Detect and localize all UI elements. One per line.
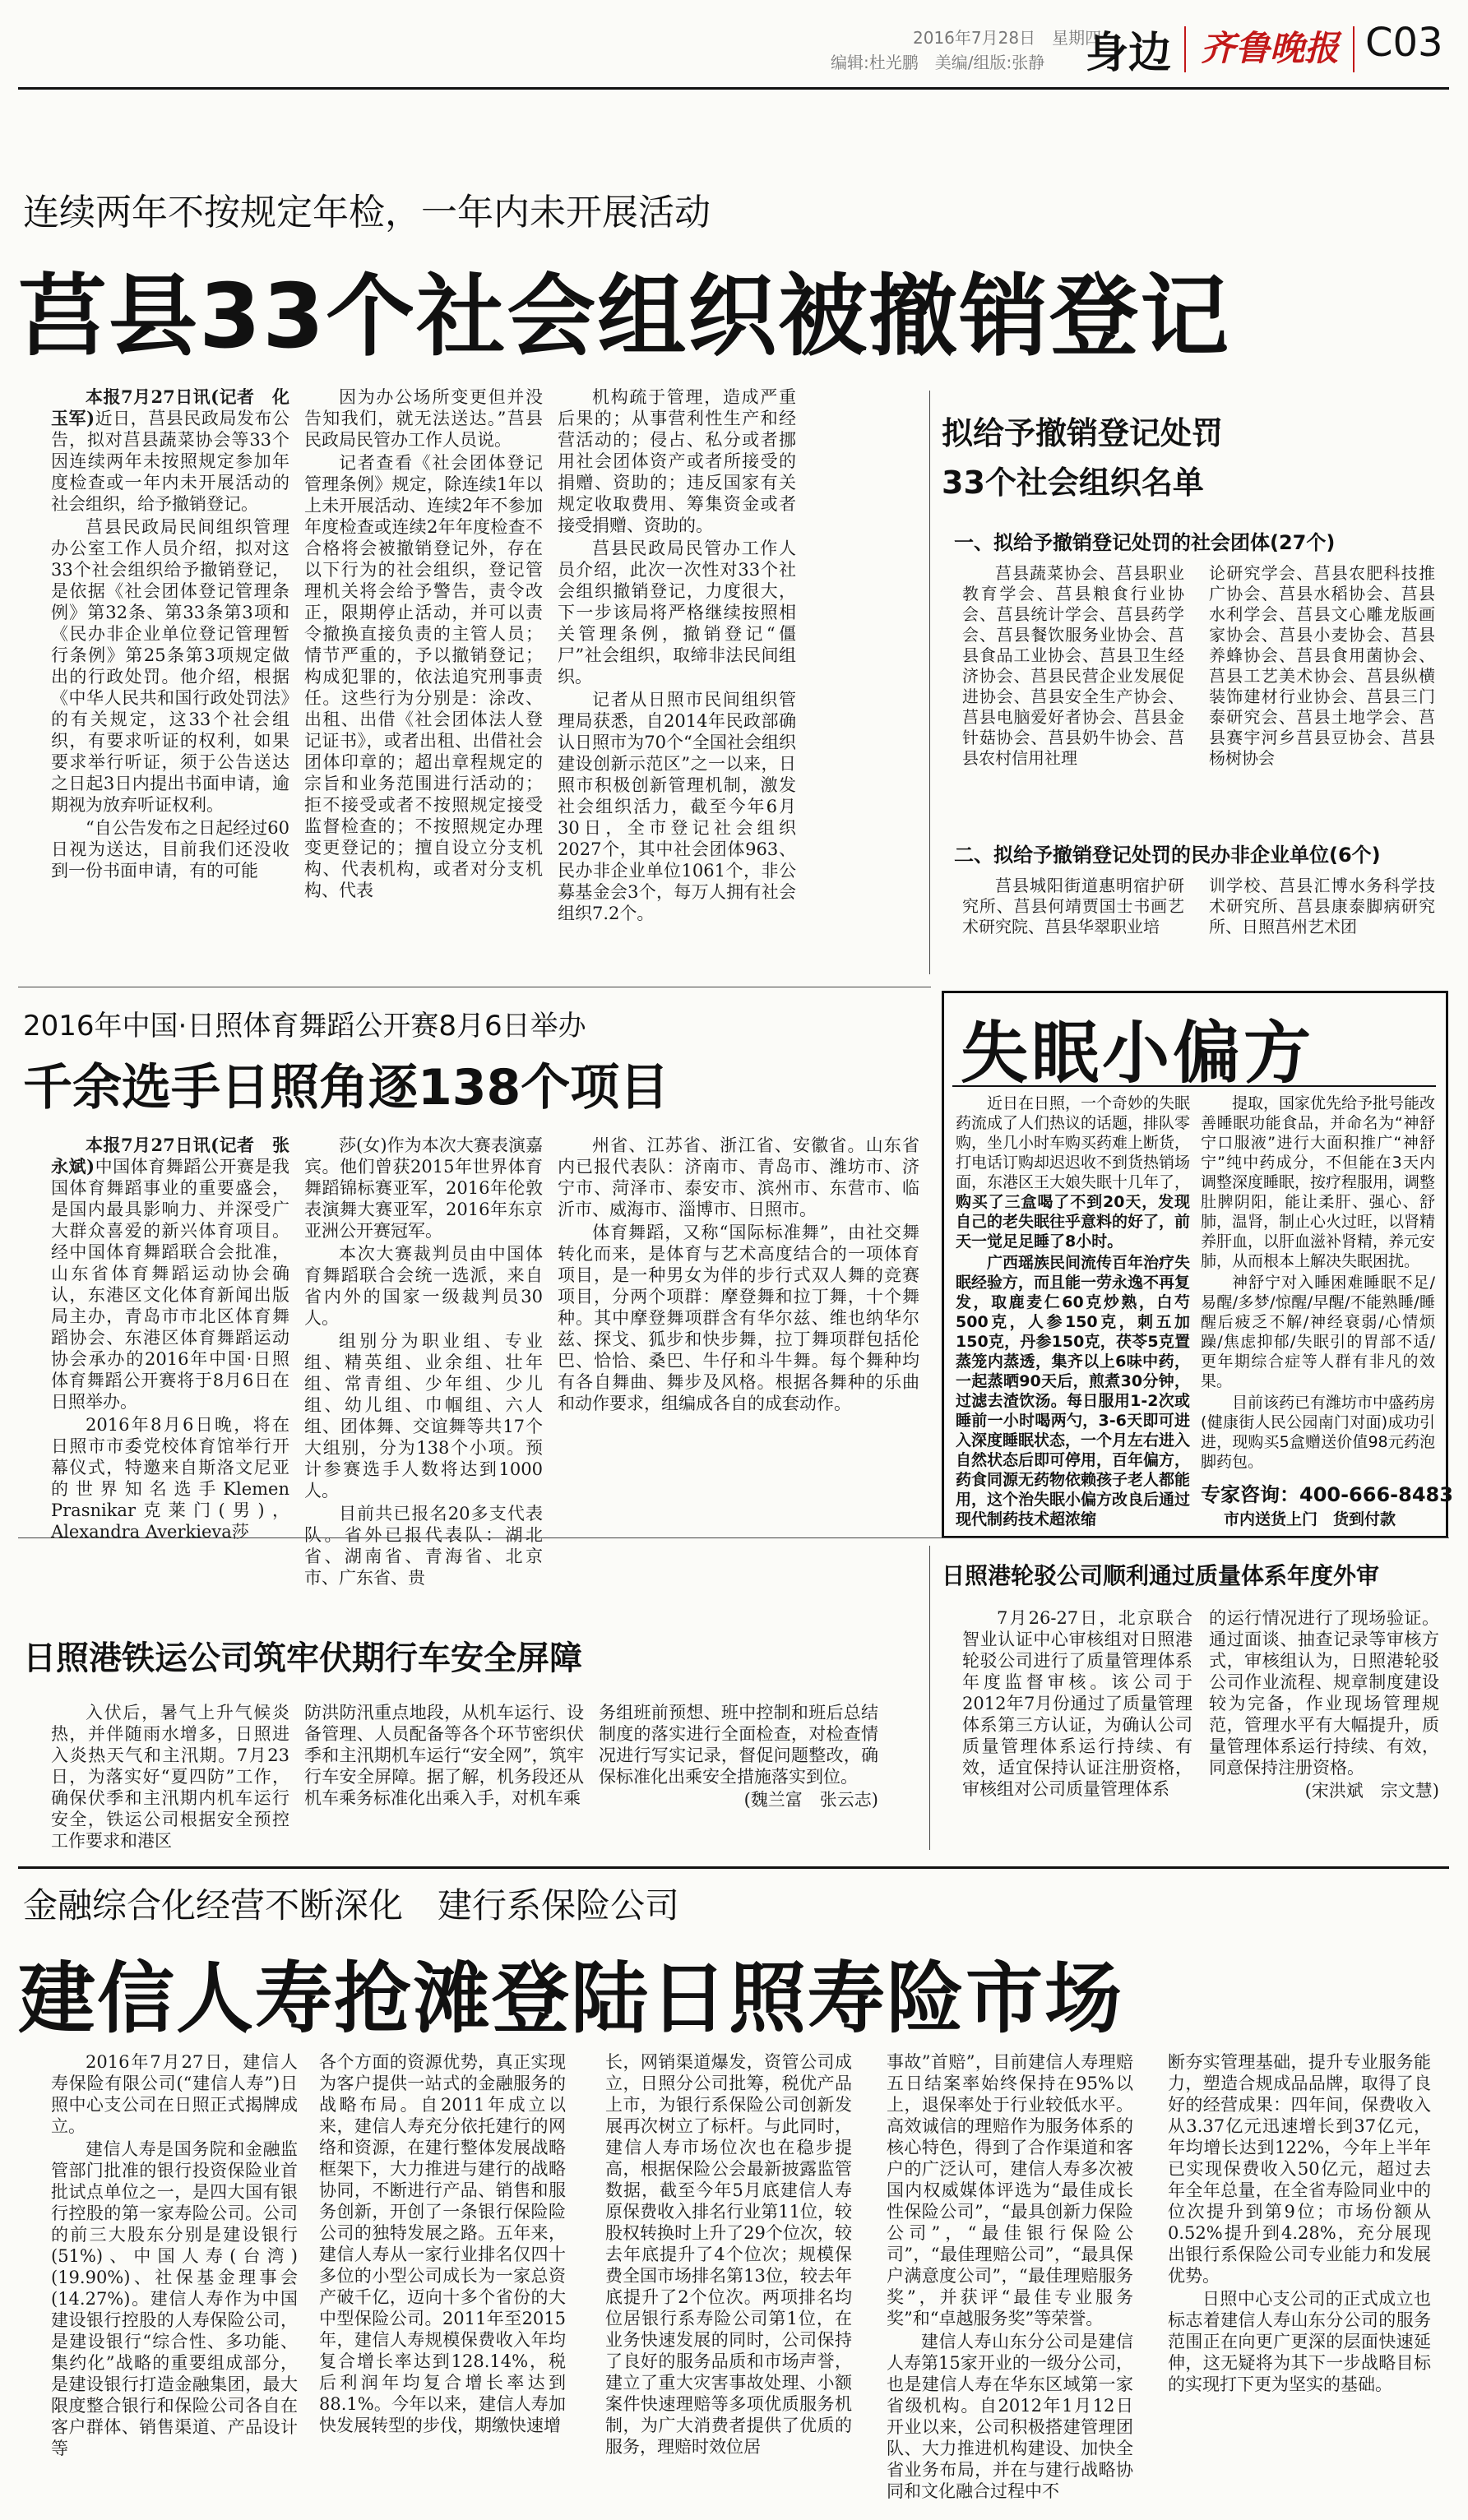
article3-col1 (51, 1702, 289, 1850)
ad-symptoms: 神舒宁对入睡困难睡眠不足/易醒/多梦/惊醒/早醒/不能熟睡/睡醒后疲乏不解/神经衰弱/心情烦躁/焦虑抑郁/失眠引的胃部不适/更年期综合症等人群有非凡的效果。 (1201, 1274, 1435, 1390)
ad-product: 提取，国家优先给予批号能改善睡眠功能食品，并命名为“神舒宁口服液”进行大面积推广“神舒宁”纯中药成分，不但能在3天内调整深度睡眠，按疗程服用，调整肚脾阴阳，能让柔肝、强心、舒肺，温肾，制止心火过旺，以肾精养肝血，以肝血滋补肾精，养元安肺，从而根本上解决失眠困扰。 (1201, 1094, 1436, 1270)
article2-para: 体育舞蹈，又称“国际标准舞”，由社交舞转化而来，是体育与艺术高度结合的一项体育项目，是一种男女为伴的步行式双人舞的竞赛项目，分两个项群：摩登舞和拉丁舞，十个舞种。其中摩登舞项群含有华尔兹、维也纳华尔兹、探戈、狐步和快步舞，拉丁舞项群包括伦巴、恰恰、桑巴、牛仔和斗牛舞。每个舞种均有各自舞曲、舞步及风格。根据各舞种的乐曲和动作要求，组编成各自的成套动作。 (558, 1223, 919, 1413)
list-1-left (962, 563, 1184, 822)
article5-para: 断夯实管理基础，提升专业服务能力，塑造合规成品品牌，取得了良好的经营成果：四年间，保费收入从3.37亿元迅速增长到37亿元，年均增长达到122%，今年上半年已实现保费收入50亿元，超过去年全年总量，在全省寿险同业中的位次提升到第9位；市场份额从0.52%提升到4.28%，充分展现出银行系保险公司专业能力和发展优势。 (1168, 2052, 1431, 2286)
list-1-right-text: 论研究学会、莒县农肥科技推广协会、莒县水稻协会、莒县水利学会、莒县文心雕龙版画家协会、莒县小麦协会、莒县养蜂协会、莒县食用菌协会、莒县工艺美术协会、莒县纵横装饰建材行业协会、莒县三门泰研究会、莒县土地学会、莒县赛宇河乡莒县豆协会、莒县杨树协会 (1209, 563, 1435, 768)
insomnia-ad (942, 991, 1453, 1538)
article3-para: 务组班前预想、班中控制和班后总结制度的落实进行全面检查，对检查情况进行写实记录，督促问题整改，确保标准化出乘安全措施落实到位。 (599, 1703, 878, 1787)
article3-headline: 日照港铁运公司筑牢伏期行车安全屏障 (23, 1639, 582, 1677)
article5-col4 (887, 2051, 1133, 2504)
list-1-right (1209, 563, 1435, 822)
article4-para: 的运行情况进行了现场验证。通过面谈、抽查记录等审核方式，审核组认为，日照港轮驳公司作业流程、规章制度建设较为完备，作业现场管理规范，管理水平有大幅提升，质量管理体系运行持续、有效，同意保持注册资格。 (1209, 1608, 1439, 1778)
article5-para: 各个方面的资源优势，真正实现为客户提供一站式的金融服务的战略布局。自2011年成立以来，建信人寿充分依托建行的网络和资源，在建行整体发展战略框架下，大力推进与建行的战略协同，不断进行产品、销售和服务创新，开创了一条银行保险险公司的独特发展之路。五年来，建信人寿从一家行业排名仅四十多位的小型公司成长为一家总资产破千亿，迈向十多个省份的大中型保险公司。2011年至2015年，建信人寿规模保费收入年均复合增长率达到128.14%，税后利润年均复合增长率达到88.1%。今年以来，建信人寿加快发展转型的步伐，期缴快速增 (319, 2052, 566, 2435)
list-title-line2: 33个社会组织名单 (942, 465, 1204, 501)
article5-col3 (605, 2051, 852, 2504)
article2-para: 莎(女)作为本次大赛表演嘉宾。他们曾获2015年世界体育舞蹈锦标赛亚军，2016年伦敦表演舞大赛亚军，2016年东京亚洲公开赛冠军。 (304, 1135, 543, 1241)
issue-date: 2016年7月28日 星期四 (913, 28, 1102, 48)
section-rule (18, 1537, 1449, 1538)
page-number: C03 (1365, 20, 1443, 66)
article1-para: 莒县民政局民管办工作人员介绍，此次一次性对33个社会组织撤销登记，力度很大，下一步该局将严格继续按照相关管理条例，撤销登记“僵尸”社会组织，取缔非法民间组织。 (558, 539, 796, 687)
header-divider-2 (1353, 26, 1355, 72)
ad-title: 失眠小偏方 (961, 1015, 1315, 1093)
article1-para: “自公告发布之日起经过60日视为送达，目前我们还没收到一份书面申请，有的可能 (51, 818, 289, 881)
article2-col1 (51, 1135, 290, 1542)
list-2-left-text: 莒县城阳街道惠明宿护研究所、莒县何靖贾国士书画艺术研究院、莒县华翠职业培 (962, 876, 1184, 936)
ad-col2 (1201, 1094, 1435, 1480)
article1-col1 (51, 386, 289, 978)
article1-byline: 本报7月27日讯(记者 化玉军) (51, 386, 289, 428)
article2-para: 中国体育舞蹈公开赛是我国体育舞蹈事业的重要盛会，是国内最具影响力、并深受广大群众喜爱的新兴体育项目。经中国体育舞蹈联合会批准，山东省体育舞蹈运动协会确认，东港区文化体育新闻出版局主办，青岛市市北区体育舞蹈协会、东港区体育舞蹈运动协会承办的2016年中国·日照体育舞蹈公开赛将于8月6日在日照举办。 (51, 1157, 290, 1412)
article1-headline: 莒县33个社会组织被撤销登记 (18, 266, 1231, 368)
article5-col2 (319, 2051, 566, 2504)
article1-para: 机构疏于管理，造成严重后果的；从事营利性生产和经营活动的；侵占、私分或者挪用社会团体资产或者所接受的捐赠、资助的；违反国家有关规定收取费用、筹集资金或者接受捐赠、资助的。 (558, 387, 796, 535)
list-2-right-text: 训学校、莒县汇博水务科学技术研究所、莒县康泰脚病研究所、日照莒州艺术团 (1209, 876, 1435, 936)
column-divider (929, 391, 930, 974)
list-section-2-heading: 二、拟给予撤销登记处罚的民办非企业单位(6个) (954, 844, 1381, 867)
article5-kicker: 金融综合化经营不断深化 建行系保险公司 (23, 1885, 680, 1926)
article2-col3 (558, 1135, 919, 1505)
article2-byline: 本报7月27日讯(记者 张永斌) (51, 1135, 289, 1177)
list-1-left-text: 莒县蔬菜协会、莒县职业教育学会、莒县粮食行业协会、莒县统计学会、莒县药学会、莒县餐饮服务业协会、莒县食品工业协会、莒县卫生经济协会、莒县民营企业发展促进协会、莒县安全生产协会、莒县电脑爱好者协会、莒县金针菇协会、莒县奶牛协会、莒县农村信用社理 (962, 563, 1184, 768)
article1-para: 记者查看《社会团体登记管理条例》规定，除连续1年以上未开展活动、连续2年不参加年度检查或连续2年年度检查不合格将会被撤销登记外，存在以下行为的社会组织，登记管理机关将会给予警告，责令改正，限期停止活动，并可以责令撤换直接负责的主管人员；情节严重的，予以撤销登记；构成犯罪的，依法追究刑事责任。这些行为分别是：涂改、出租、出借《社会团体法人登记证书》，或者出租、出借社会团体印章的；超出章程规定的宗旨和业务范围进行活动的；拒不接受或者不按照规定接受监督检查的；不按照规定办理变更登记的；擅自设立分支机构、代表机构，或者对分支机构、代表 (304, 453, 543, 900)
ad-col1 (956, 1094, 1190, 1529)
article2-para: 组别分为职业组、专业组、精英组、业余组、壮年组、常青组、少年组、少儿组、幼儿组、巾帼组、六人组、团体舞、交谊舞等共17个大组别，分为138个小项。预计参赛选手人数将达到1000人。 (304, 1331, 543, 1500)
article5-para: 建信人寿山东分公司是建信人寿第15家开业的一级分公司，也是建信人寿在华东区域第一家省级机构。自2012年1月12日开业以来，公司积极搭建管理团队、大力推进机构建设、加快全省业务布局，并在与建行战略协同和文化融合过程中不 (887, 2332, 1133, 2501)
article2-para: 州省、江苏省、浙江省、安徽省。山东省内已报代表队：济南市、青岛市、潍坊市、济宁市、菏泽市、泰安市、滨州市、东营市、临沂市、威海市、淄博市、日照市。 (558, 1135, 919, 1219)
section-name: 身边 (1086, 29, 1172, 78)
ad-hotline: 专家咨询：400-666-8483 (1201, 1483, 1453, 1506)
article4-para: 7月26-27日，北京联合智业认证中心审核组对日照港轮驳公司进行了质量管理体系年度监督审核。该公司于2012年7月份通过了质量管理体系第三方认证，为确认公司质量管理体系运行持续、有效，适宜保持认证注册资格，审核组对公司质量管理体系 (962, 1608, 1192, 1799)
article3-para: 入伏后，暑气上升气候炎热，并伴随雨水增多，日照进入炎热天气和主汛期。7月23日，为落实好“夏四防”工作，确保伏季和主汛期内机车运行安全，铁运公司根据安全预控工作要求和港区 (51, 1703, 289, 1851)
article2-para: 目前共已报名20多支代表队。省外已报代表队：湖北省、湖南省、青海省、北京市、广东省、贵 (304, 1504, 543, 1588)
article5-col1 (51, 2051, 298, 2504)
article5-col5 (1168, 2051, 1431, 2504)
header-divider (1184, 26, 1186, 72)
ad-intro: 近日在日照，一个奇妙的失眠药流成了人们热议的话题，排队零购，坐几小时车购买药难上断货，打电话订购却迟迟收不到货热销场面，东港区王大娘失眠十几年了， (956, 1094, 1191, 1191)
list-2-left (962, 876, 1184, 966)
article1-para: 因为办公场所变更但并没告知我们，就无法送达。”莒县民政局民管办工作人员说。 (304, 387, 543, 450)
article1-col2 (304, 386, 543, 978)
article5-para: 2016年7月27日，建信人寿保险有限公司(“建信人寿”)日照中心支公司在日照正式揭牌成立。 (51, 2052, 298, 2136)
article5-para: 日照中心支公司的正式成立也标志着建信人寿山东分公司的服务范围正在向更广更深的层面快速延伸，这无疑将为其下一步战略目标的实现打下更为坚实的基础。 (1168, 2289, 1431, 2394)
article1-kicker: 连续两年不按规定年检，一年内未开展活动 (23, 192, 711, 234)
ad-delivery: 市内送货上门 货到付款 (1224, 1510, 1396, 1528)
ad-testimonial: 购买了三盒喝了不到20天，发现自己的老失眠往乎意料的好了，前天一觉足足睡了8小时。 (956, 1193, 1191, 1251)
article3-col2 (304, 1702, 584, 1850)
header-rule (18, 87, 1449, 90)
article3-para: 防洪防汛重点地段，从机车运行、设备管理、人员配备等各个环节密织伏季和主汛期机车运行“安全网”，筑牢行车安全屏障。据了解，机务段还从机车乘务标准化出乘入手，对机车乘 (304, 1703, 584, 1808)
newspaper-logo: 齐鲁晚报 (1201, 28, 1340, 68)
article1-para: 记者从日照市民间组织管理局获悉，自2014年民政部确认日照市为70个“全国社会组织建设创新示范区”之一以来，日照市积极创新管理机制，激发社会组织活力，截至今年6月30日，全市登记社会组织2027个，其中社会团体963、民办非企业单位1061个，非公募基金会3个，每万人拥有社会组织7.2个。 (558, 690, 796, 923)
article2-col2 (304, 1135, 543, 1588)
article5-headline: 建信人寿抢滩登陆日照寿险市场 (18, 1954, 1124, 2044)
ad-recipe: 广西瑶族民间流传百年治疗失眠经验方，而且能一劳永逸不再复发，取鹿麦仁60克炒熟，白芍500克，人参150克，刺五加150克，丹参150克，茯苓5克置蒸笼内蒸透，集齐以上6味中药，一起蒸晒90天后，煎煮30分钟，过滤去渣饮汤。每日服用1-2次或睡前一小时喝两勺，3-6天即可进入深度睡眠状态，一个月左右进入自然状态后即可停用，百年偏方，药食同源无药物依赖孩子老人都能用，这个治失眠小偏方改良后通过现代制药技术超浓缩 (956, 1254, 1191, 1528)
article1-para: 莒县民政局民间组织管理办公室工作人员介绍，拟对这33个社会组织给予撤销登记，是依据《社会团体登记管理条例》第32条、第33条第3项和《民办非企业单位登记管理暂行条例》第25条第3项规定做出的行政处罚。他介绍，根据《中华人民共和国行政处罚法》的有关规定，这33个社会组织，有要求听证的权利，如果要求举行听证，须于公告送达之日起3日内提出书面申请，逾期视为放弃听证权利。 (51, 517, 289, 815)
article5-para: 事故”首赔”，目前建信人寿理赔五日结案率始终保持在95%以上，退保率处于行业较低水平。高效诚信的理赔作为服务体系的核心特色，得到了合作渠道和客户的广泛认可，建信人寿多次被国内权威媒体评选为“最佳成长性保险公司”，“最具创新力保险公司”，“最佳银行保险公司”，“最佳理赔公司”，“最具保户满意度公司”，“最佳理赔服务奖”，并获评“最佳专业服务奖”和“卓越服务奖”等荣誉。 (887, 2052, 1133, 2328)
article4-col1 (962, 1607, 1192, 1854)
article2-para: 2016年8月6日晚，将在日照市市委党校体育馆举行开幕仪式，特邀来自斯洛文尼亚的世界知名选手Klemen Prasnikar克莱门(男)，Alexandra Averkieva莎 (51, 1415, 289, 1542)
list-section-1-heading: 一、拟给予撤销登记处罚的社会团体(27个) (954, 531, 1336, 554)
list-2-right (1209, 876, 1435, 966)
article5-para: 长，网销渠道爆发，资管公司成立，日照分公司批筹，税优产品上市，为银行系保险公司创新发展再次树立了标杆。与此同时，建信人寿市场位次也在稳步提高，根据保险公会最新披露监管数据，截至今年5月底建信人寿原保费收入排名行业第11位，较股权转换时上升了29个位次，较去年底提升了4个位次；规模保费全国市场排名第13位，较去年底提升了2个位次。两项排名均位居银行系寿险公司第1位，在业务快速发展的同时，公司保持了良好的服务品质和市场声誉，建立了重大灾害事故处理、小额案件快速理赔等多项优质服务机制，为广大消费者提供了优质的服务，理赔时效位居 (605, 2052, 852, 2457)
ad-availability: 目前该药已有潍坊市中盛药房(健康街人民公园南门对面)成功引进，现购买5盒赠送价值98元药泡脚药包。 (1201, 1394, 1436, 1471)
article3-col3 (599, 1702, 878, 1850)
list-title-line1: 拟给予撤销登记处罚 (942, 415, 1224, 451)
article2-headline: 千余选手日照角逐138个项目 (23, 1059, 669, 1117)
ad-title-rule (952, 1085, 1436, 1087)
article1-para: 近日，莒县民政局发布公告，拟对莒县蔬菜协会等33个因连续两年未按照规定参加年度检查或一年内未开展活动的社会组织，给予撤销登记。 (51, 409, 290, 514)
article2-kicker: 2016年中国·日照体育舞蹈公开赛8月6日举办 (23, 1010, 586, 1043)
article4-col2 (1209, 1607, 1439, 1854)
article1-col3 (558, 386, 796, 978)
article4-headline: 日照港轮驳公司顺利通过质量体系年度外审 (942, 1562, 1380, 1589)
article4-author: (宋洪斌 宗文慧) (1304, 1781, 1439, 1801)
section-rule (18, 1866, 1449, 1869)
page-editors: 编辑:杜光鹏 美编/组版:张静 (831, 53, 1045, 72)
article5-para: 建信人寿是国务院和金融监管部门批准的银行投资保险业首批试点单位之一，是四大国有银行控股的第一家寿险公司。公司的前三大股东分别是建设银行(51%)、中国人寿(台湾)(19.90%)、社保基金理事会(14.27%)。建信人寿作为中国建设银行控股的人寿保险公司，是建设银行“综合性、多功能、集约化”战略的重要组成部分，是建设银行打造金融集团，最大限度整合银行和保险公司各自在客户群体、销售渠道、产品设计等 (51, 2139, 298, 2458)
column-divider (929, 1546, 930, 1850)
article2-para: 本次大赛裁判员由中国体育舞蹈联合会统一选派，来自省内外的国家一级裁判员30人。 (304, 1244, 543, 1328)
article3-author: (魏兰富 张云志) (743, 1790, 878, 1810)
